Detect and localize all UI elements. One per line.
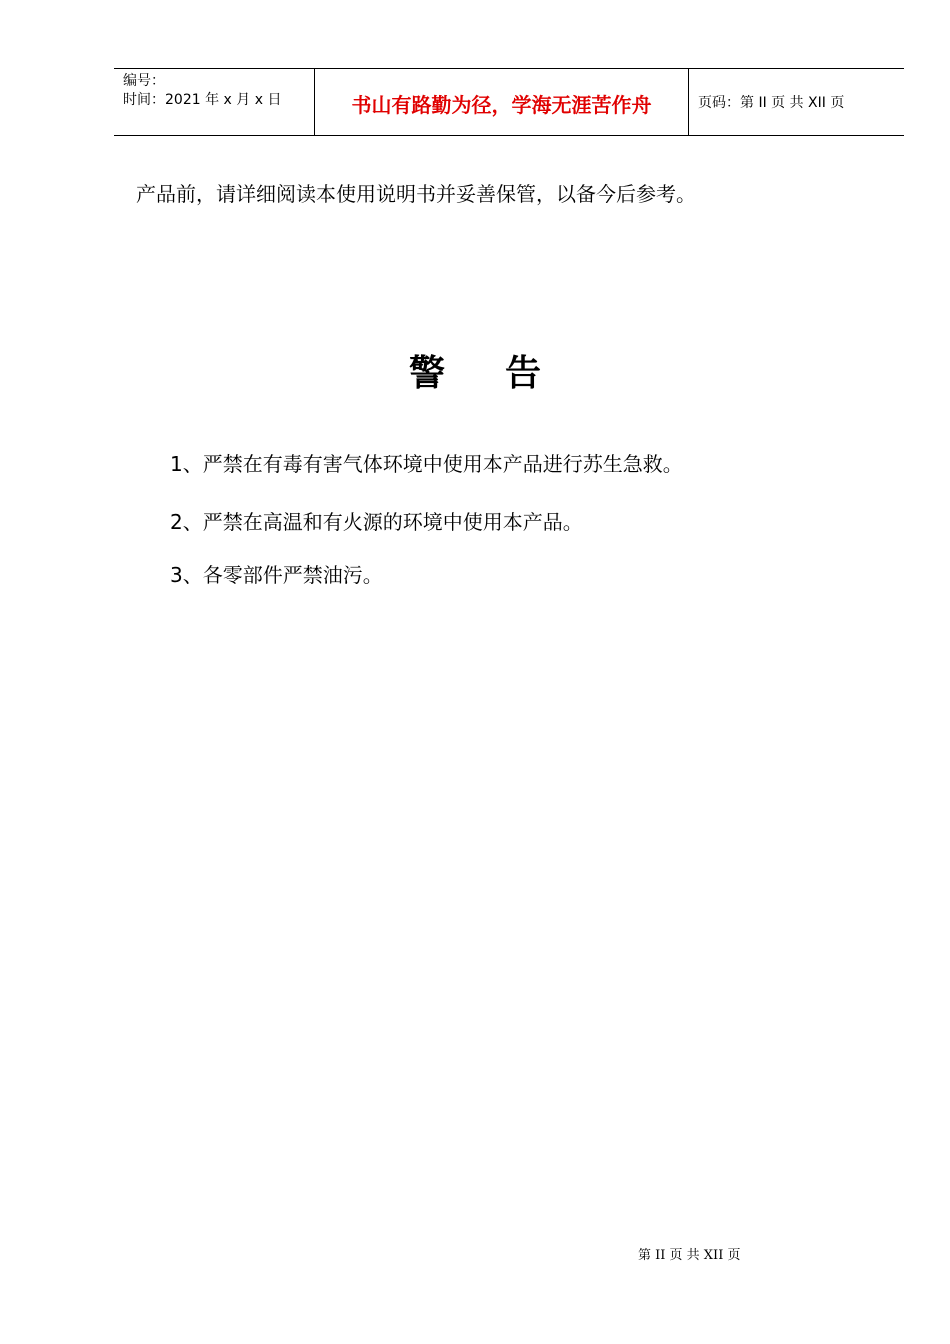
header-motto-cell bbox=[315, 69, 689, 135]
header-page-cell bbox=[689, 69, 904, 135]
header-meta-cell bbox=[114, 69, 315, 135]
header-motto: 书山有路勤为径，学海无涯苦作舟 bbox=[351, 93, 652, 117]
warning-item-2: 2、严禁在高温和有火源的环境中使用本产品。 bbox=[170, 510, 583, 534]
intro-paragraph: 产品前，请详细阅读本使用说明书并妥善保管，以备今后参考。 bbox=[136, 182, 696, 206]
footer-page-indicator: 第 II 页 共 XII 页 bbox=[638, 1248, 741, 1263]
document-date: 时间：2021 年 x 月 x 日 bbox=[123, 92, 282, 108]
header-page-code: 页码：第 II 页 共 XII 页 bbox=[698, 95, 845, 111]
warning-item-3: 3、各零部件严禁油污。 bbox=[170, 563, 383, 587]
warning-item-1: 1、严禁在有毒有害气体环境中使用本产品进行苏生急救。 bbox=[170, 452, 683, 476]
warning-list bbox=[170, 450, 683, 589]
page-header bbox=[114, 68, 904, 136]
document-number-label: 编号： bbox=[123, 73, 165, 89]
warning-title: 警告 bbox=[408, 353, 601, 394]
